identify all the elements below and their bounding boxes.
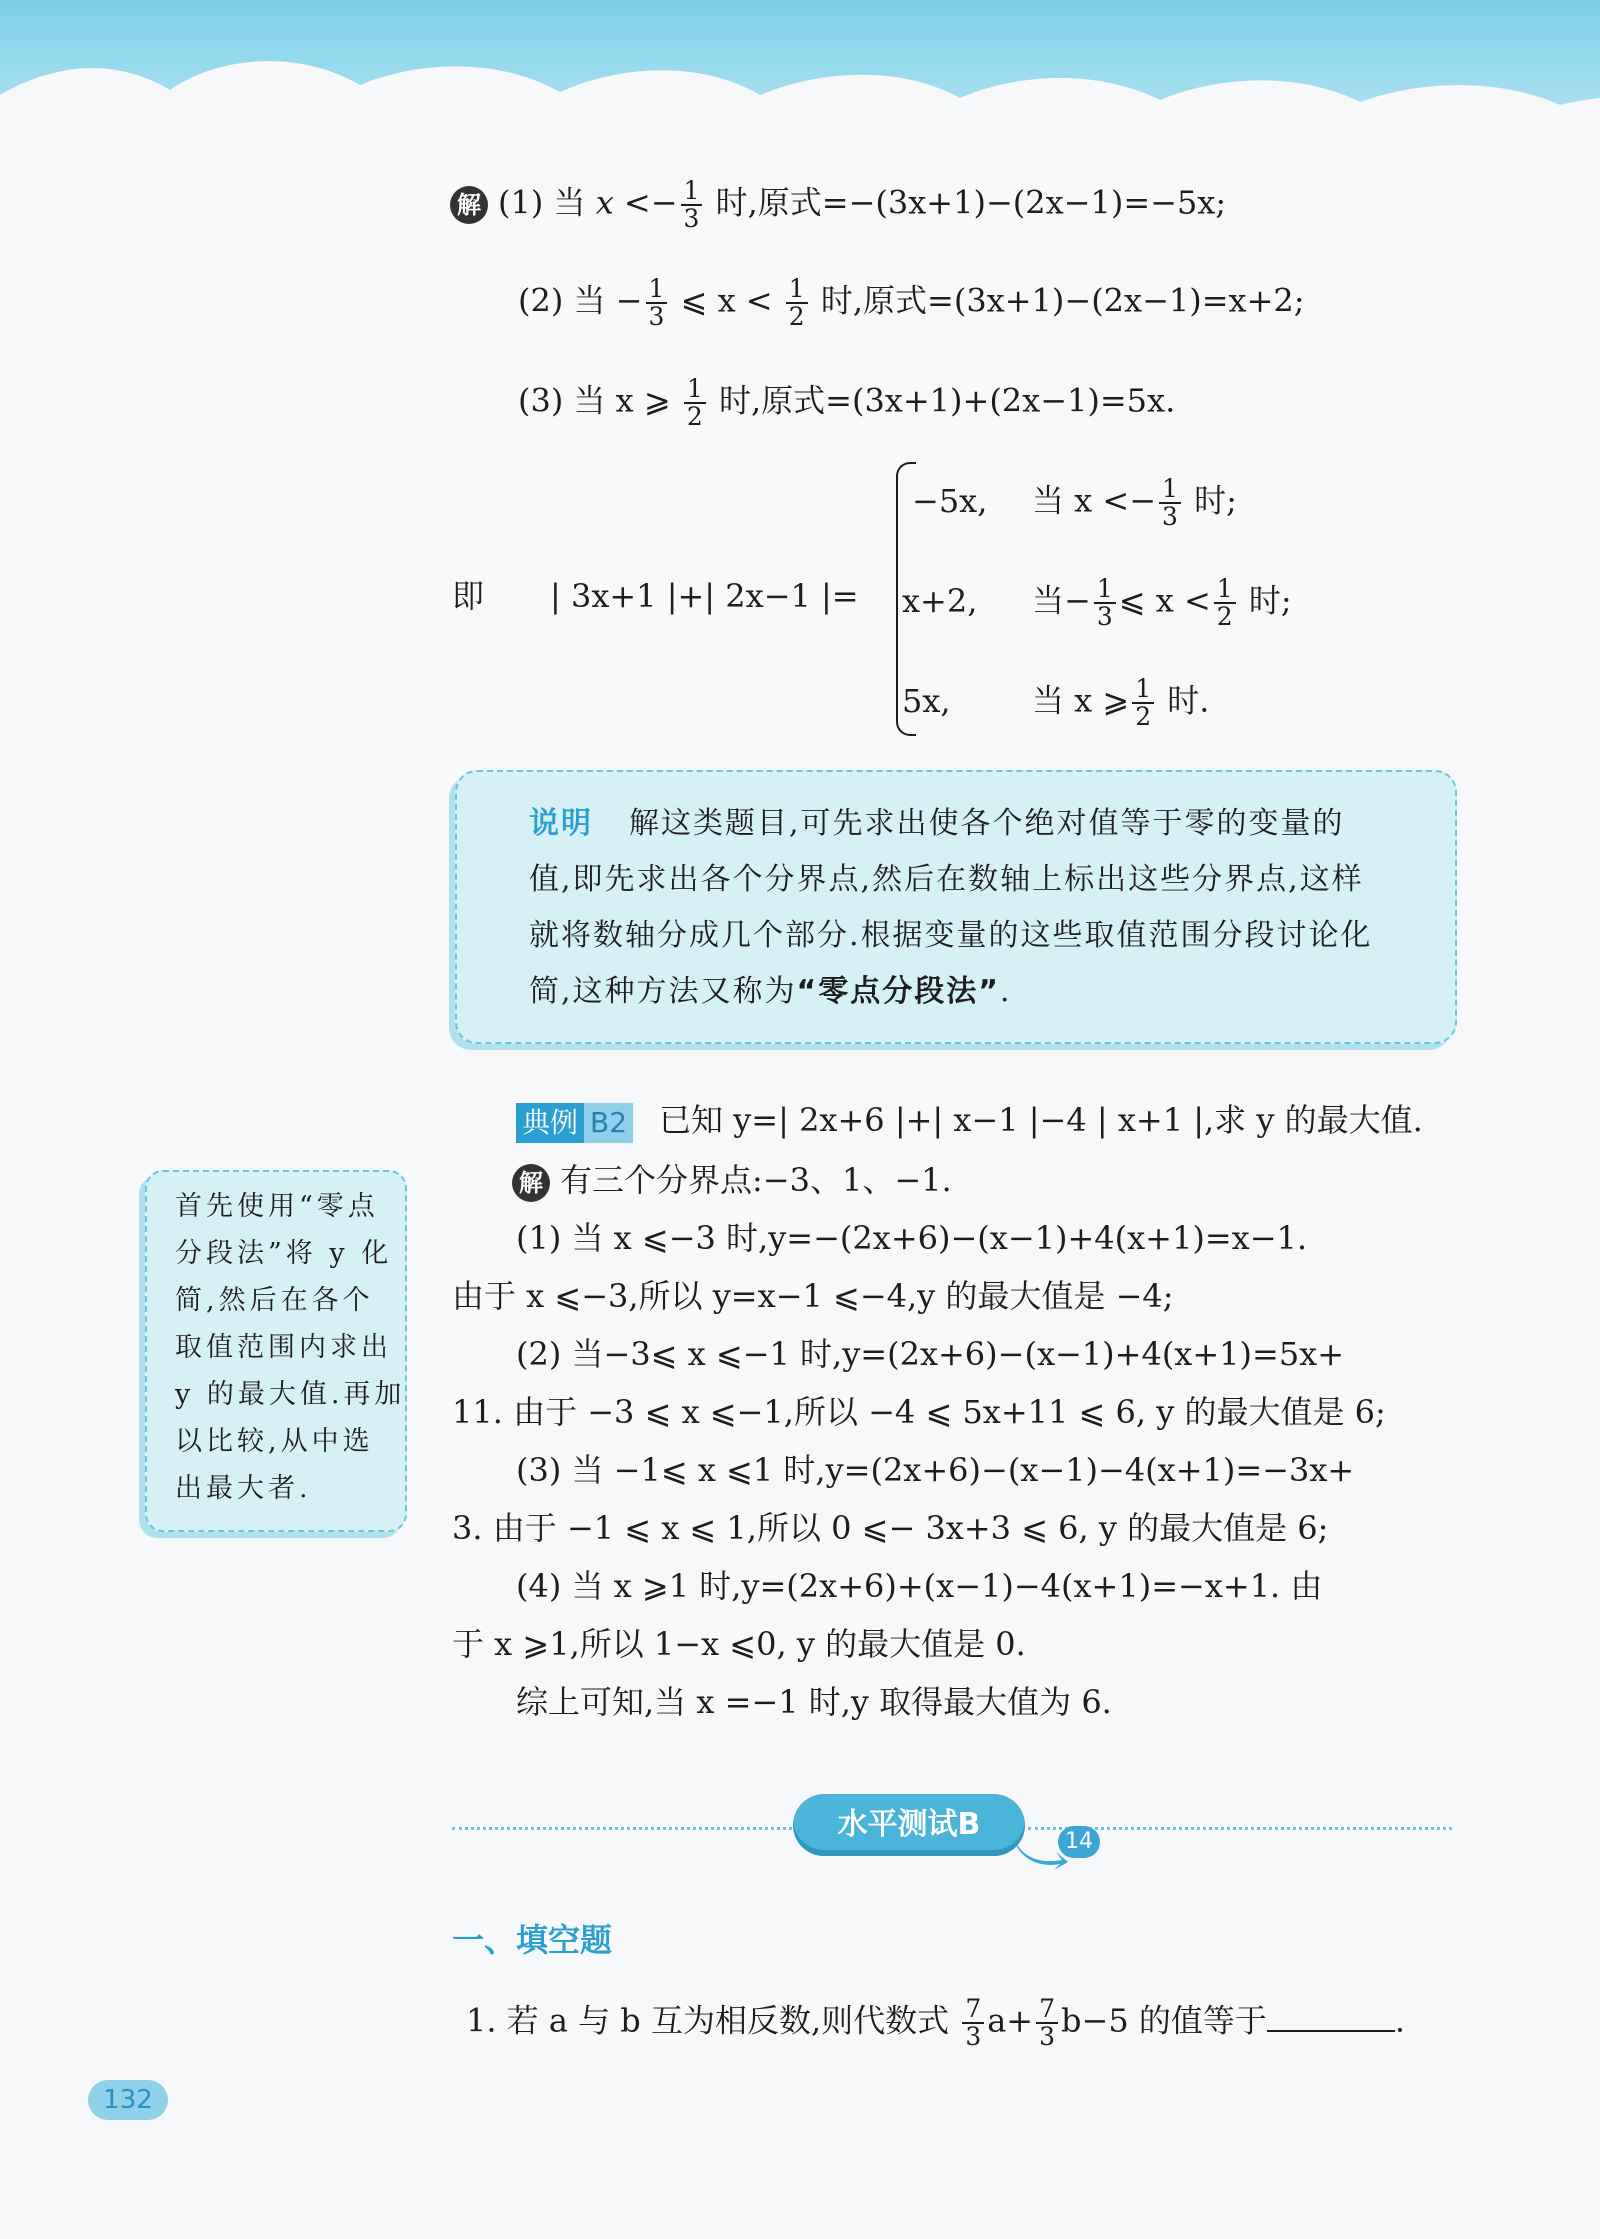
example-solution-line: (1) 当 x ⩽−3 时,y=−(2x+6)−(x−1)+4(x+1)=x−1. [516, 1219, 1308, 1257]
example-solution-line: 由于 x ⩽−3,所以 y=x−1 ⩽−4,y 的最大值是 −4; [452, 1277, 1174, 1315]
piecewise-case-3: 5x, 当 x ⩾ $\frac{1}{2}$ 时. [902, 674, 1210, 731]
side-line: 以比较,从中选 [175, 1426, 374, 1457]
solution-line-1: 解 (1) 当 x <− $\frac{1}{3}$ 时,原式=−(3x+1)−(2x−1)=−5x; [450, 178, 1226, 232]
question-1: 1. 若 a 与 b 互为相反数,则代数式 $\frac{7}{3}$ a+ $\frac{7}{3}$ b−5 的值等于 . [466, 1994, 1406, 2051]
example-number-badge: B2 [584, 1103, 633, 1143]
solution-badge: 解 [450, 186, 488, 224]
summary-ji: 即 [452, 577, 485, 615]
side-line: y 的最大值.再加 [175, 1379, 406, 1410]
level-test-header: 水平测试B [793, 1794, 1025, 1856]
summary-lhs: | 3x+1 |+| 2x−1 |= [550, 577, 859, 615]
test-number-badge: 14 [1058, 1826, 1100, 1858]
example-solution-line: (2) 当−3⩽ x ⩽−1 时,y=(2x+6)−(x−1)+4(x+1)=5x+ [516, 1335, 1345, 1373]
side-line: 首先使用“零点 [175, 1191, 379, 1222]
side-line: 简,然后在各个 [175, 1285, 374, 1316]
side-hint-box [145, 1170, 407, 1532]
answer-blank[interactable] [1267, 2002, 1395, 2032]
side-line: 分段法”将 y 化 [175, 1238, 393, 1269]
solution-line-2: (2) 当 − $\frac{1}{3}$ ⩽ x < $\frac{1}{2}$ 时,原式=(3x+1)−(2x−1)=x+2; [518, 274, 1305, 331]
side-line: 出最大者. [175, 1473, 312, 1504]
example-question: 典例 B2 已知 y=| 2x+6 |+| x−1 |−4 | x+1 |,求 y 的最大值. [516, 1100, 1423, 1143]
page-number: 132 [88, 2080, 168, 2120]
cloud-header-decoration [0, 0, 1600, 150]
fraction: $\frac{7}{3}$ [1036, 1996, 1058, 2050]
fraction: $\frac{1}{3}$ [681, 178, 703, 232]
solution-badge: 解 [512, 1164, 550, 1202]
example-badge: 典例 [516, 1103, 584, 1143]
section-title: 一、填空题 [452, 1921, 613, 1959]
explanation-note-box [455, 770, 1457, 1044]
fraction: $\frac{1}{3}$ [1159, 476, 1181, 530]
fraction: $\frac{1}{2}$ [1132, 676, 1154, 730]
example-solution-line: (4) 当 x ⩾1 时,y=(2x+6)+(x−1)−4(x+1)=−x+1. 由 [516, 1567, 1323, 1605]
note-line-4: 简,这种方法又称为“零点分段法”. [529, 974, 1012, 1009]
fraction: $\frac{1}{2}$ [684, 376, 706, 430]
divider-left [452, 1827, 792, 1830]
fraction: $\frac{1}{3}$ [646, 276, 668, 330]
piecewise-case-1: −5x, 当 x <− $\frac{1}{3}$ 时; [912, 474, 1237, 531]
example-solution-line: 11. 由于 −3 ⩽ x ⩽−1,所以 −4 ⩽ 5x+11 ⩽ 6, y 的最大值是 6; [452, 1393, 1386, 1431]
side-line: 取值范围内求出 [175, 1332, 392, 1363]
note-title: 说明 [529, 806, 593, 841]
example-conclusion: 综上可知,当 x =−1 时,y 取得最大值为 6. [516, 1683, 1112, 1721]
note-line-3: 就将数轴分成几个部分.根据变量的这些取值范围分段讨论化 [529, 918, 1373, 953]
example-solution-line: 3. 由于 −1 ⩽ x ⩽ 1,所以 0 ⩽− 3x+3 ⩽ 6, y 的最大值是 6; [452, 1509, 1329, 1547]
note-line-2: 值,即先求出各个分界点,然后在数轴上标出这些分界点,这样 [529, 862, 1364, 897]
solution-line-3: (3) 当 x ⩾ $\frac{1}{2}$ 时,原式=(3x+1)+(2x−1)=5x. [518, 374, 1176, 431]
fraction: $\frac{7}{3}$ [962, 1996, 984, 2050]
fraction: $\frac{1}{2}$ [1214, 576, 1236, 630]
zero-point-method-term: “零点分段法” [796, 974, 1000, 1009]
example-solution-line-1: 解 有三个分界点:−3、1、−1. [512, 1160, 952, 1202]
example-solution-line: (3) 当 −1⩽ x ⩽1 时,y=(2x+6)−(x−1)−4(x+1)=−3x+ [516, 1451, 1355, 1489]
piecewise-case-2: x+2, 当− $\frac{1}{3}$ ⩽ x < $\frac{1}{2}$ 时; [902, 574, 1292, 631]
fraction: $\frac{1}{3}$ [1094, 576, 1116, 630]
note-line-1: 说明 解这类题目,可先求出使各个绝对值等于零的变量的 [529, 806, 1345, 841]
fraction: $\frac{1}{2}$ [786, 276, 808, 330]
example-solution-line: 于 x ⩾1,所以 1−x ⩽0, y 的最大值是 0. [452, 1625, 1026, 1663]
